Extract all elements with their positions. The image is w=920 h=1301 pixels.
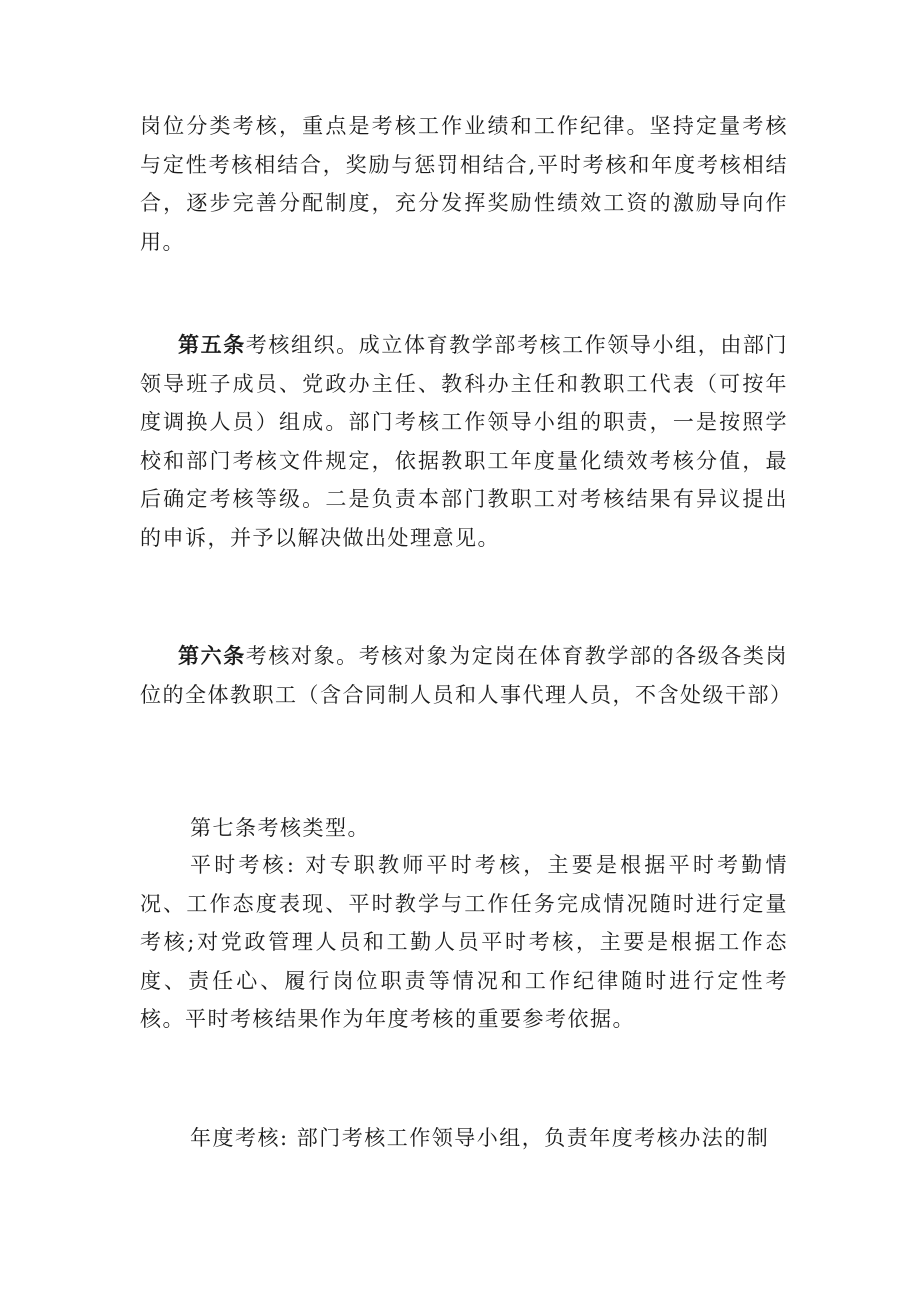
paragraph-article-6: [140, 637, 793, 714]
article-5-heading: 第五条: [178, 333, 246, 357]
paragraph-text: 岗位分类考核，重点是考核工作业绩和工作纪律。坚持定量考核与定性考核相结合，奖励与惩罚相结合,平时考核和年度考核相结合，逐步完善分配制度，充分发挥奖励性绩效工资的激励导向作用。: [140, 114, 788, 254]
paragraph-article-7: [140, 809, 788, 848]
paragraph-text: 平时考核: 对专职教师平时考核，主要是根据平时考勤情况、工作态度表现、平时教学与工作任务完成情况随时进行定量考核;对党政管理人员和工勤人员平时考核，主要是根据工作态度、责任心、履行岗位职责等情况和工作纪律随时进行定性考核。平时考核结果作为年度考核的重要参考依据。: [140, 853, 788, 1031]
paragraph-assessment-principles: [140, 107, 788, 261]
paragraph-text: 考核组织。成立体育教学部考核工作领导小组，由部门领导班子成员、党政办主任、教科办主任和教职工代表（可按年度调换人员）组成。部门考核工作领导小组的职责，一是按照学校和部门考核文件规定，依据教职工年度量化绩效考核分值，最后确定考核等级。二是负责本部门教职工对考核结果有异议提出的申诉，并予以解决做出处理意见。: [140, 333, 789, 550]
paragraph-text: 考核对象。考核对象为定岗在体育教学部的各级各类岗位的全体教职工（含合同制人员和人事代理人员，不含处级干部）: [140, 644, 793, 707]
paragraph-regular-assessment: [140, 846, 788, 1039]
paragraph-article-5: [140, 326, 788, 557]
paragraph-text: 第七条考核类型。: [190, 816, 370, 840]
paragraph-text: 年度考核: 部门考核工作领导小组，负责年度考核办法的制: [190, 1126, 770, 1150]
article-6-heading: 第六条: [178, 644, 246, 668]
paragraph-annual-assessment: [140, 1119, 788, 1158]
